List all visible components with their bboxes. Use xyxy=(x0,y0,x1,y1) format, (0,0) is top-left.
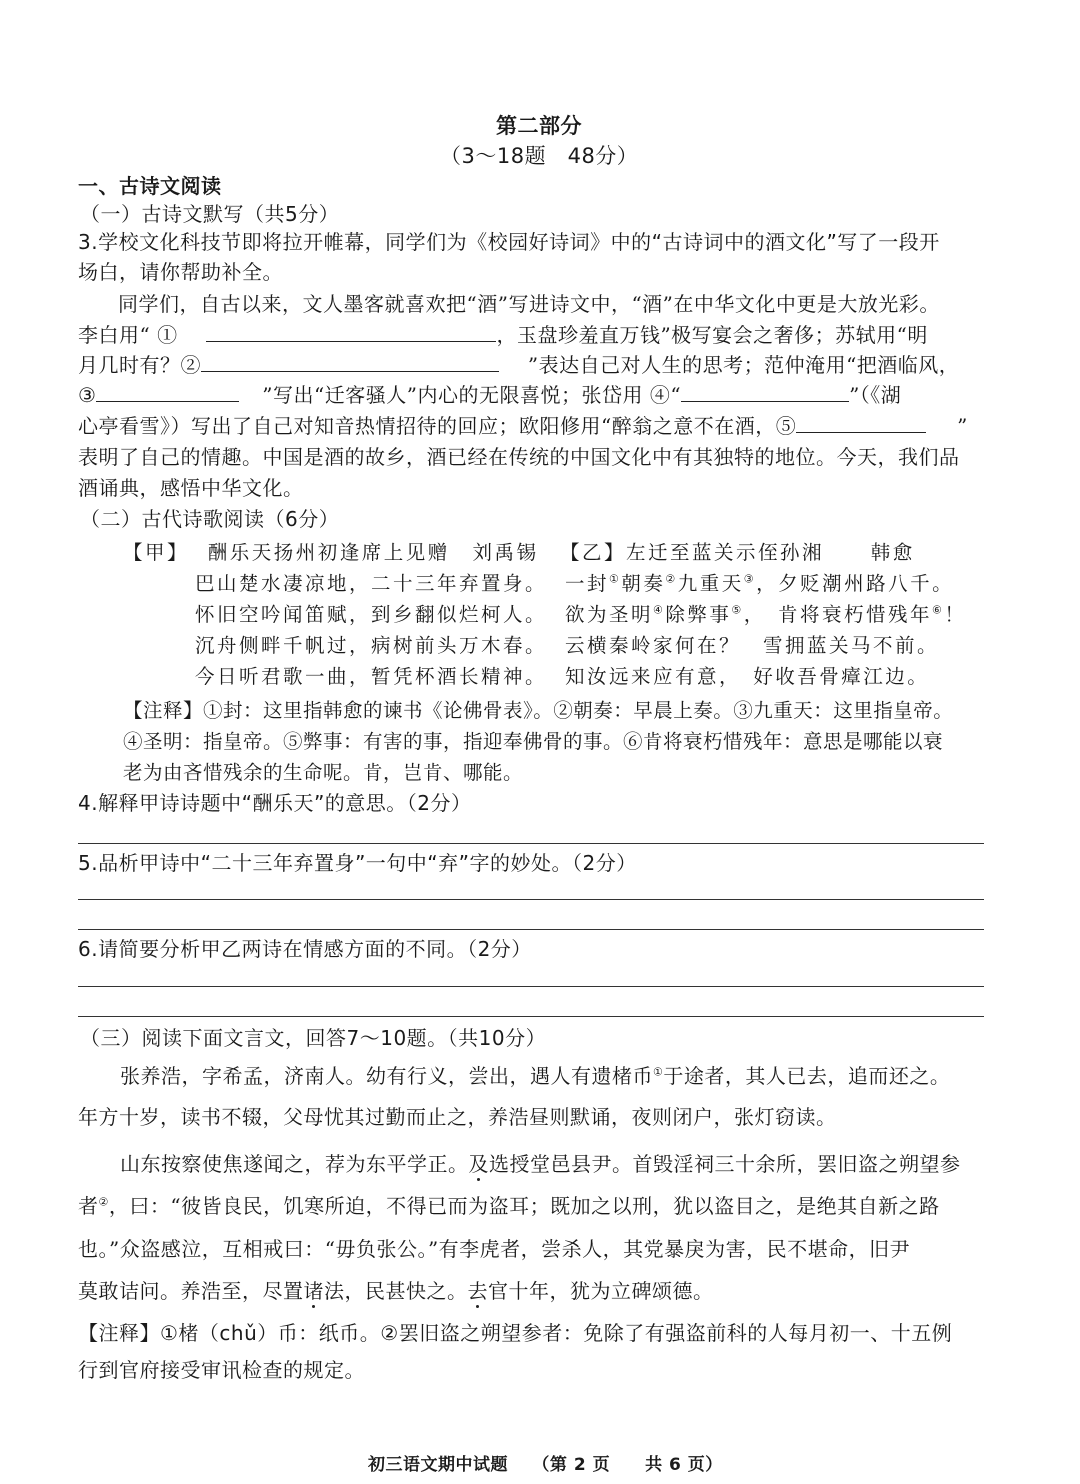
text: ” xyxy=(957,414,968,438)
text: 除弊事 xyxy=(665,603,732,626)
page-footer xyxy=(368,1452,723,1478)
subsection-heading-1: （一）古诗文默写（共5分） xyxy=(80,202,340,226)
answer-blank-5[interactable] xyxy=(796,414,926,433)
poem-a-line: 沉舟侧畔千帆过，病树前头万木春。 xyxy=(195,634,548,657)
answer-blank-2[interactable] xyxy=(201,353,499,372)
part-subtitle: （3～18题 48分） xyxy=(440,144,639,168)
poem-notes-line: 【注释】①封：这里指韩愈的谏书《论佛骨表》。②朝奏：早晨上奏。③九重天：这里指皇帝。 xyxy=(123,699,954,722)
answer-line-q6[interactable] xyxy=(78,1016,984,1017)
passage-line xyxy=(78,382,901,408)
text: ，夕贬潮州路八千。 xyxy=(756,572,955,595)
poem-b-label: 【乙】 xyxy=(560,541,627,564)
passage-line: 年方十岁，读书不辍，父母忧其过勤而止之，养浩昼则默诵，夜则闭户，张灯窃读。 xyxy=(78,1105,837,1129)
exam-name: 初三语文期中试题 xyxy=(368,1455,508,1475)
passage-line xyxy=(78,1193,940,1219)
passage-line xyxy=(120,1151,961,1177)
text: ③ xyxy=(78,383,97,407)
emphasized-char: 去 xyxy=(467,1279,488,1303)
text: 者 xyxy=(78,1194,99,1218)
text: ”写出“迁客骚人”内心的无限喜悦；张岱用 ④“ xyxy=(262,383,682,407)
question-4: 4.解释甲诗诗题中“酬乐天”的意思。（2分） xyxy=(78,791,472,815)
text: 李白用“ ① xyxy=(78,323,178,347)
poem-a-title: 酬乐天扬州初逢席上见赠 xyxy=(207,541,450,564)
text: ！ xyxy=(944,603,967,626)
text: 心亭看雪》）写出了自己对知音热情招待的回应；欧阳修用“醉翁之意不在酒，⑤ xyxy=(78,414,797,438)
page-number: （第 2 页 共 6 页） xyxy=(532,1455,723,1475)
poem-b-line: 云横秦岭家何在？ 雪拥蓝关马不前。 xyxy=(565,634,940,657)
question-3-prompt: 3.学校文化科技节即将拉开帷幕，同学们为《校园好诗词》中的“古诗词中的酒文化”写了一段开 xyxy=(78,230,940,254)
poem-notes-line: 老为由吝惜残余的生命呢。肯，岂肯、哪能。 xyxy=(123,761,524,784)
text: 朝奏 xyxy=(621,572,666,595)
text: 山东按察使焦遂闻之，荐为东平学正。 xyxy=(120,1152,469,1176)
answer-line-q5[interactable] xyxy=(78,899,984,900)
passage-notes-line: 行到官府接受审讯检查的规定。 xyxy=(78,1358,365,1382)
part-title: 第二部分 xyxy=(496,113,582,138)
passage-line: 表明了自己的情趣。中国是酒的故乡，酒已经在传统的中国文化中有其独特的地位。今天，我们品 xyxy=(78,445,960,469)
footnote-marker: ② xyxy=(665,572,678,586)
passage-line xyxy=(78,322,928,348)
text: 张养浩，字希孟，济南人。幼有行义，尝出，遇人有遗楮币 xyxy=(120,1064,653,1088)
footnote-marker: ④ xyxy=(653,603,666,617)
text: 选授堂邑县尹。首毁淫祠三十余所，罢旧盗之朔望参 xyxy=(489,1152,961,1176)
poem-a-author: 刘禹锡 xyxy=(472,541,539,564)
text: 月几时有？② xyxy=(78,353,201,377)
subsection-heading-3: （三）阅读下面文言文，回答7～10题。（共10分） xyxy=(80,1026,547,1050)
text: 欲为圣明 xyxy=(565,603,654,626)
footnote-marker: ③ xyxy=(743,572,757,586)
answer-line-q6[interactable] xyxy=(78,986,984,987)
text: 官十年，犹为立碑颂德。 xyxy=(488,1279,714,1303)
poem-a-line: 今日听君歌一曲，暂凭杯酒长精神。 xyxy=(195,665,548,688)
footnote-marker: ⑤ xyxy=(731,603,744,617)
poem-b-title: 左迁至蓝关示侄孙湘 xyxy=(626,541,825,564)
text: 一封 xyxy=(565,572,610,595)
text: ”（《湖 xyxy=(849,383,902,407)
text: 于途者，其人已去，追而还之。 xyxy=(663,1064,951,1088)
text: ，曰：“彼皆良民，饥寒所迫，不得已而为盗耳；既加之以刑，犹以盗目之，是绝其自新之路 xyxy=(108,1194,940,1218)
answer-blank-3[interactable] xyxy=(96,383,239,402)
poem-b-author: 韩愈 xyxy=(870,541,915,564)
answer-line-q5[interactable] xyxy=(78,929,984,930)
poem-a-line: 怀旧空吟闻笛赋，到乡翻似烂柯人。 xyxy=(195,603,548,626)
footnote-marker: ① xyxy=(653,1065,664,1079)
question-6: 6.请简要分析甲乙两诗在情感方面的不同。（2分） xyxy=(78,937,532,961)
text: 九重天 xyxy=(677,572,744,595)
answer-blank-4[interactable] xyxy=(681,383,849,402)
answer-blank-1[interactable] xyxy=(206,323,496,342)
text: ， 肯将衰朽惜残年 xyxy=(743,603,933,626)
emphasized-char: 诸 xyxy=(303,1279,324,1303)
poem-a-line: 巴山楚水凄凉地，二十三年弃置身。 xyxy=(195,572,548,595)
subsection-heading-2: （二）古代诗歌阅读（6分） xyxy=(80,507,340,531)
text: 莫敢诘问。养浩至，尽置 xyxy=(78,1279,304,1303)
question-5: 5.品析甲诗中“二十三年弃置身”一句中“弃”字的妙处。（2分） xyxy=(78,851,637,875)
poem-notes-line: ④圣明：指皇帝。⑤弊事：有害的事，指迎奉佛骨的事。⑥肯将衰朽惜残年：意思是哪能以衰 xyxy=(123,730,944,753)
footnote-marker: ① xyxy=(609,572,622,586)
section-heading: 一、古诗文阅读 xyxy=(78,174,222,198)
poem-b-line: 知汝远来应有意， 好收吾骨瘴江边。 xyxy=(565,665,930,688)
passage-line xyxy=(78,1278,714,1304)
poem-a-header xyxy=(123,540,538,566)
poem-b-line xyxy=(565,602,966,628)
passage-line: 也。”众盗感泣，互相戒曰：“毋负张公。”有李虎者，尝杀人，其党暴戾为害，民不堪命，旧尹 xyxy=(78,1237,911,1261)
poem-b-header xyxy=(560,540,915,566)
passage-line xyxy=(78,413,968,439)
text: ，玉盘珍羞直万钱”极写宴会之奢侈；苏轼用“明 xyxy=(496,323,928,347)
emphasized-char: 及 xyxy=(468,1152,489,1176)
text: ”表达自己对人生的思考；范仲淹用“把酒临风， xyxy=(527,353,960,377)
passage-line: 酒诵典，感悟中华文化。 xyxy=(78,476,304,500)
poem-a-label: 【甲】 xyxy=(123,541,190,564)
passage-line xyxy=(78,352,959,378)
passage-notes-line: 【注释】①楮（chǔ）币：纸币。②罢旧盗之朔望参者：免除了有强盗前科的人每月初一、十五例 xyxy=(78,1321,953,1345)
text: 法，民甚快之。 xyxy=(324,1279,468,1303)
footnote-marker: ⑥ xyxy=(932,603,945,617)
footnote-marker: ② xyxy=(98,1195,109,1209)
answer-line-q4[interactable] xyxy=(78,843,984,844)
passage-line: 同学们，自古以来，文人墨客就喜欢把“酒”写进诗文中，“酒”在中华文化中更是大放光彩。 xyxy=(118,292,940,316)
poem-b-line xyxy=(565,571,954,597)
passage-line xyxy=(120,1063,950,1089)
question-3-prompt-cont: 场白，请你帮助补全。 xyxy=(78,260,283,284)
